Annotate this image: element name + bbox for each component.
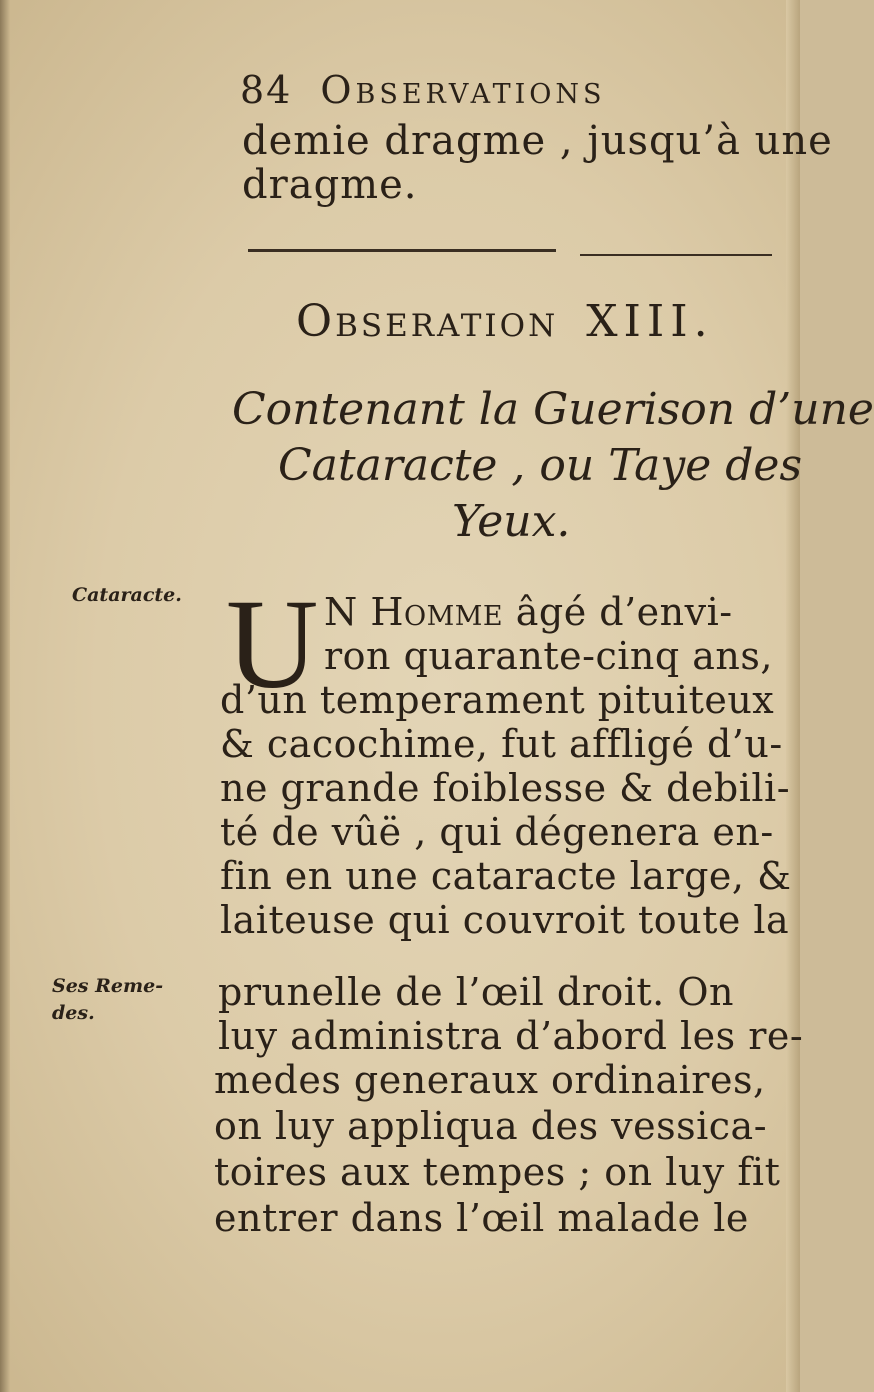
body-line-13: toires aux tempes ; on luy fit <box>214 1150 781 1194</box>
margin-note-remedes-2: des. <box>52 1002 95 1024</box>
body-line-2: ron quarante-cinq ans, <box>324 634 773 678</box>
body-line-4: & cacochime, fut affligé d’u- <box>220 722 783 766</box>
body-line-12: on luy appliqua des vessica- <box>214 1104 768 1148</box>
section-rule-right <box>580 254 772 256</box>
subtitle-line-2: Cataracte , ou Taye des <box>278 440 803 491</box>
margin-note-cataracte: Cataracte. <box>72 584 182 606</box>
body-line-8: laiteuse qui couvroit toute la <box>220 898 790 942</box>
subtitle-line-3: Yeux. <box>452 496 571 547</box>
section-rule-left <box>248 249 556 252</box>
body-line-5: ne grande foiblesse & debili- <box>220 766 791 810</box>
body-line-11: medes generaux ordinaires, <box>214 1058 766 1102</box>
page-left-edge <box>0 0 10 1392</box>
body-line-6: té de vûë , qui dégenera en- <box>220 810 774 854</box>
body-line-1-c: âgé d’envi- <box>515 590 733 634</box>
body-line-9: prunelle de l’œil droit. On <box>218 970 734 1014</box>
intro-line-1: demie dragme , jusqu’à une <box>242 118 833 164</box>
observation-heading <box>296 296 714 347</box>
observation-title: Obseration <box>296 296 559 347</box>
page-number: 84 <box>240 68 293 112</box>
body-line-1 <box>324 590 733 634</box>
drop-cap: U <box>226 573 319 715</box>
body-line-1-a: N <box>324 590 358 634</box>
body-line-7: fin en une cataracte large, & <box>220 854 792 898</box>
subtitle-line-1: Contenant la Guerison d’une <box>232 384 874 435</box>
running-title: Observations <box>320 68 606 112</box>
body-line-14: entrer dans l’œil malade le <box>214 1196 749 1240</box>
body-line-10: luy administra d’abord les re- <box>218 1014 804 1058</box>
page-right-edge <box>786 0 800 1392</box>
observation-number: XIII. <box>586 296 714 347</box>
body-line-1-b: Homme <box>370 590 504 634</box>
margin-note-remedes-1: Ses Reme- <box>52 975 164 997</box>
intro-line-2: dragme. <box>242 162 418 208</box>
body-line-3: d’un temperament pituiteux <box>220 678 775 722</box>
running-header <box>240 68 606 112</box>
